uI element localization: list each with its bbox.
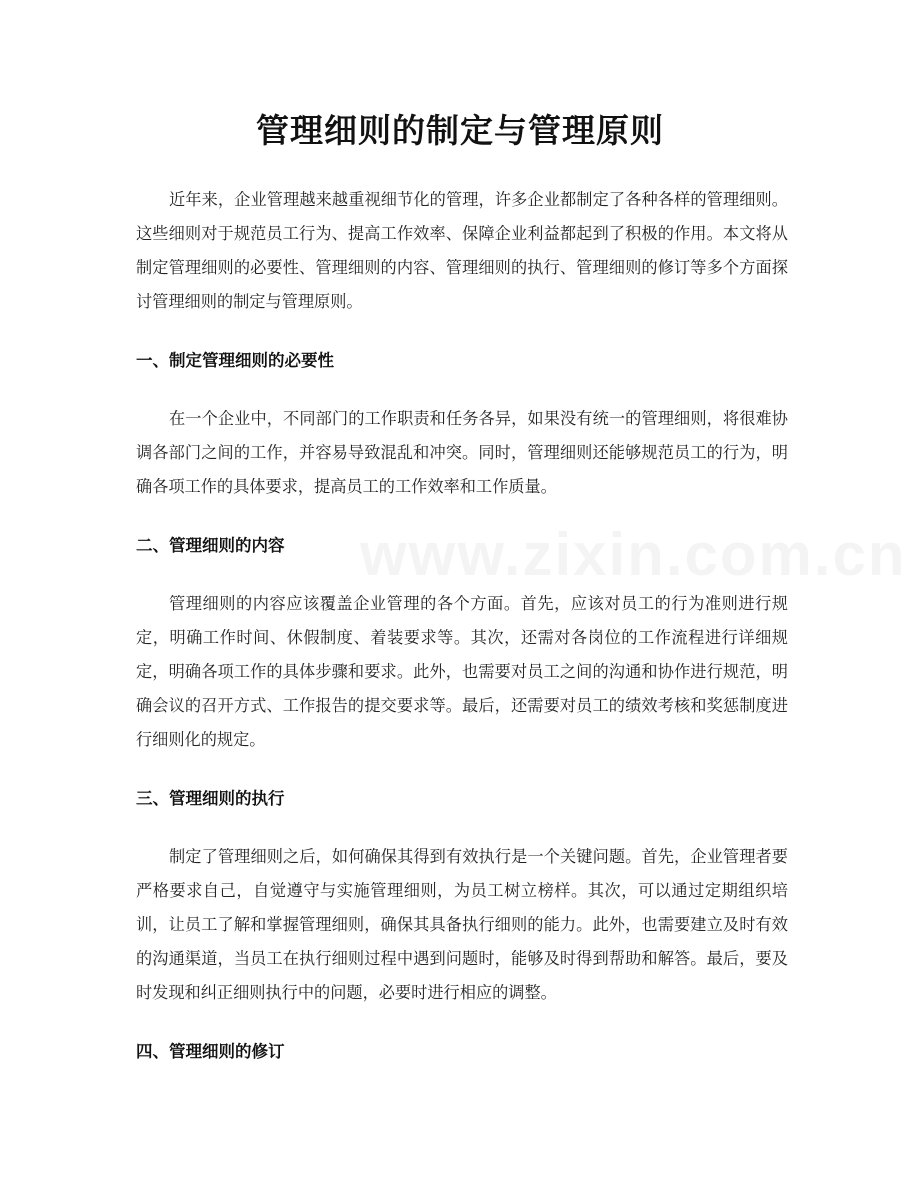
section-paragraph: 制定了管理细则之后，如何确保其得到有效执行是一个关键问题。首先，企业管理者要严格要求自己，自觉遵守与实施管理细则，为员工树立榜样。其次，可以通过定期组织培训，让员工了解和掌握管理细则，确保其具备执行细则的能力。此外，也需要建立及时有效的沟通渠道，当员工在执行细则过程中遇到问题时，能够及时得到帮助和解答。最后，要及时发现和纠正细则执行中的问题，必要时进行相应的调整。 xyxy=(136,847,788,1002)
page-title: 管理细则的制定与管理原则 xyxy=(256,111,664,150)
section-heading: 三、管理细则的执行 xyxy=(136,789,285,808)
section-heading: 一、制定管理细则的必要性 xyxy=(136,351,334,370)
document-body xyxy=(136,183,788,1069)
section-heading: 四、管理细则的修订 xyxy=(136,1042,285,1061)
section-heading: 二、管理细则的内容 xyxy=(136,536,285,555)
section-paragraph: 在一个企业中，不同部门的工作职责和任务各异，如果没有统一的管理细则，将很难协调各部门之间的工作，并容易导致混乱和冲突。同时，管理细则还能够规范员工的行为，明确各项工作的具体要求，提高员工的工作效率和工作质量。 xyxy=(136,409,788,496)
section-paragraph: 管理细则的内容应该覆盖企业管理的各个方面。首先，应该对员工的行为准则进行规定，明确工作时间、休假制度、着装要求等。其次，还需对各岗位的工作流程进行详细规定，明确各项工作的具体步骤和要求。此外，也需要对员工之间的沟通和协作进行规范，明确会议的召开方式、工作报告的提交要求等。最后，还需要对员工的绩效考核和奖惩制度进行细则化的规定。 xyxy=(136,594,788,749)
intro-paragraph: 近年来，企业管理越来越重视细节化的管理，许多企业都制定了各种各样的管理细则。这些细则对于规范员工行为、提高工作效率、保障企业利益都起到了积极的作用。本文将从制定管理细则的必要性、管理细则的内容、管理细则的执行、管理细则的修订等多个方面探讨管理细则的制定与管理原则。 xyxy=(136,190,788,311)
